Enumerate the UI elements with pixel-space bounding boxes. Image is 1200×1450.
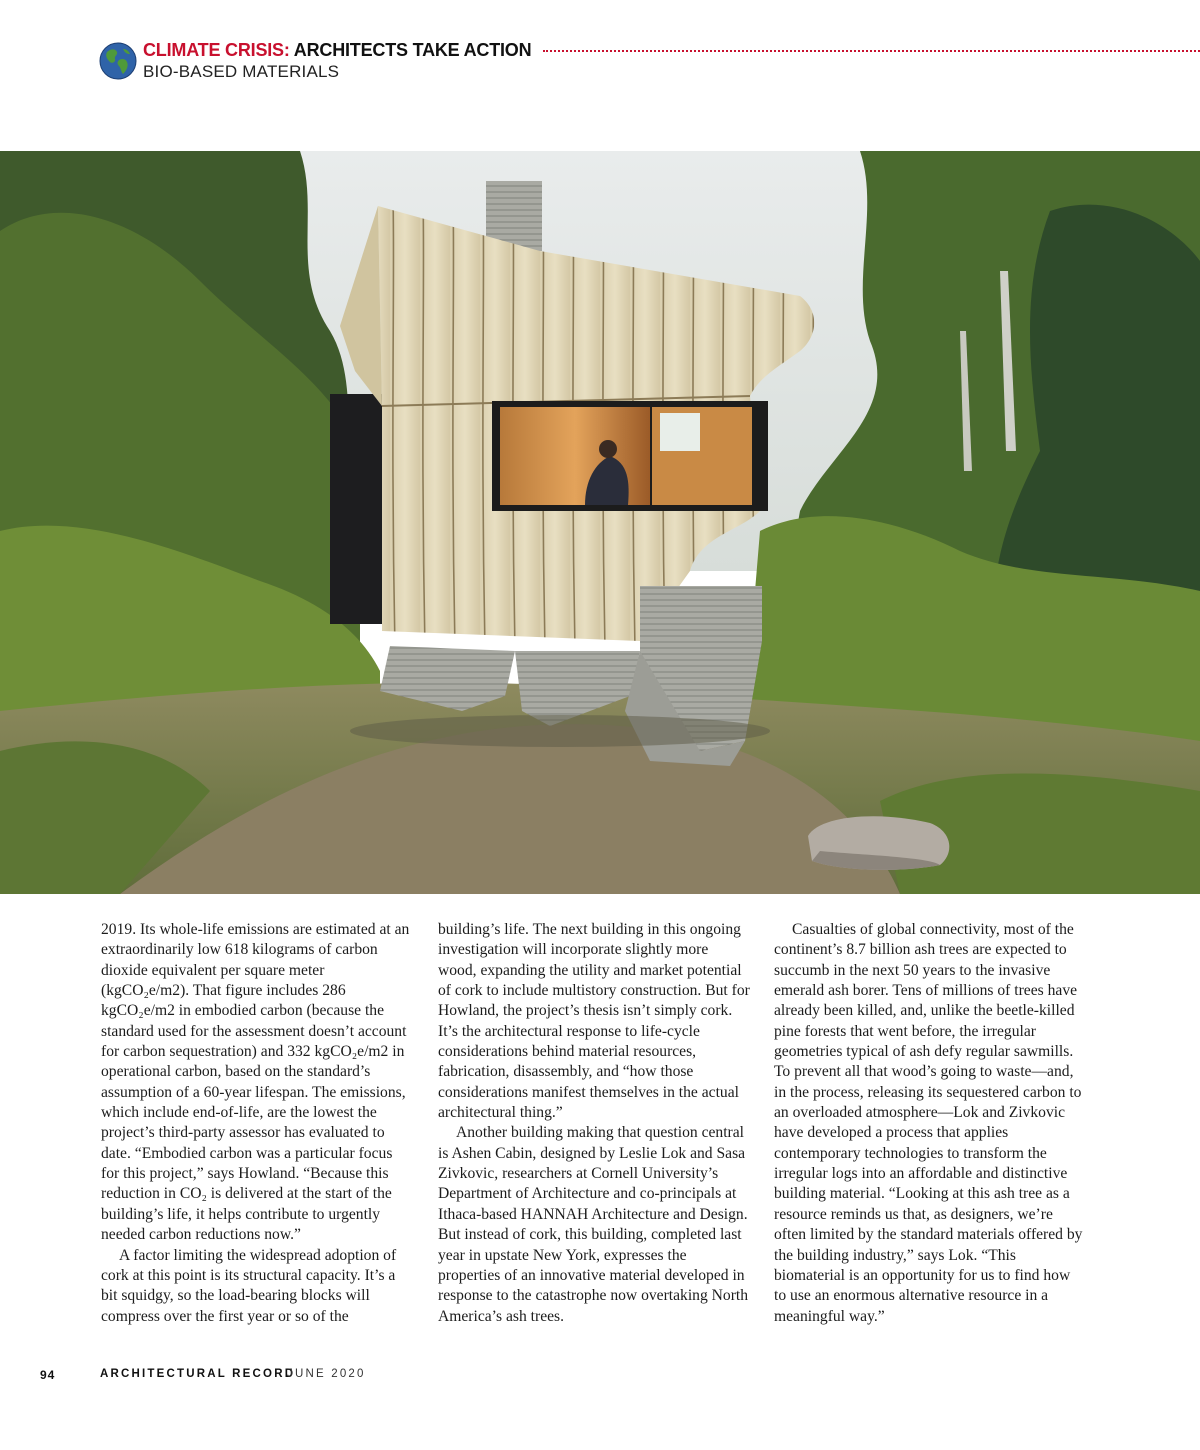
- paragraph: Casualties of global connectivity, most of the continent’s 8.7 billion ash trees are expected to succumb in the next 50 years to the invasive emerald ash borer. Tens of millions of trees have already been killed, and, unlike the beetle-killed pine forests that went before, the irregular geometries typical of ash defy regular sawmills. To prevent all that wood’s going to waste—and, in the process, releasing its sequestered carbon to an overloaded atmosphere—Lok and Zivkovic have developed a process that applies contemporary technologies to transform the irregular logs into an affordable and distinctive building material. “Looking at this ash tree as a resource reminds us that, as designers, we’re often limited by the standard materials offered by the building industry,” says Lok. “This biomaterial is an opportunity for us to find how to use an enormous alternative resource in a meaningful way.”: [774, 921, 1083, 1325]
- header-rule: [543, 50, 1200, 52]
- globe-icon: [99, 42, 137, 80]
- article-column-2: [438, 920, 750, 1327]
- kicker: [143, 40, 531, 61]
- paragraph: Another building making that question central is Ashen Cabin, designed by Leslie Lok and Sasa Zivkovic, researchers at Cornell University’s Department of Architecture and co-principals at Ithaca-based HANNAH Architecture and Design. But instead of cork, this building, completed last year in upstate New York, expresses the properties of an innovative material developed in response to the catastrophe now overtaking North America’s ash trees.: [438, 1124, 749, 1325]
- magazine-name: ARCHITECTURAL RECORD: [100, 1368, 296, 1380]
- page-number: 94: [40, 1368, 56, 1382]
- paragraph: A factor limiting the widespread adoption of cork at this point is its structural capacity. It’s a bit squidgy, so the load-bearing blocks will compress over the first year or so of the: [101, 1246, 397, 1325]
- ashen-cabin-photo: [0, 151, 1200, 894]
- article-column-1: [101, 920, 413, 1327]
- kicker-red: CLIMATE CRISIS:: [143, 40, 290, 60]
- paragraph: building’s life. The next building in this ongoing investigation will incorporate slightly more wood, expanding the utility and market potential of cork to include multistory construction. But for Howland, the project’s thesis isn’t simply cork. It’s the architectural response to life-cycle considerations behind material resources, fabrication, disassembly, and “how those considerations manifest themselves in the actual architectural thing.”: [438, 921, 750, 1122]
- paragraph: 2019. Its whole-life emissions are estimated at an extraordinarily low 618 kilograms of carbon dioxide equivalent per square meter (kgCO₂e/m2). That figure includes 286 kgCO₂e/m2 in embodied carbon (because the standard used for the assessment doesn’t account for carbon sequestration) and 332 kgCO₂e/m2 in operational carbon, based on the standard’s assumption of a 60-year lifespan. The emissions, which include end-of-life, are the lowest the project’s third-party assessor has evaluated to date. “Embodied carbon was a particular focus for this project,” says Howland. “Because this reduction in CO₂ is delivered at the start of the building’s life, it helps contribute to urgently needed carbon reductions now.”: [101, 921, 410, 1244]
- article-column-3: [774, 920, 1086, 1327]
- kicker-black: ARCHITECTS TAKE ACTION: [289, 40, 532, 60]
- issue-date: JUNE 2020: [287, 1368, 366, 1380]
- section-title: BIO-BASED MATERIALS: [143, 62, 340, 81]
